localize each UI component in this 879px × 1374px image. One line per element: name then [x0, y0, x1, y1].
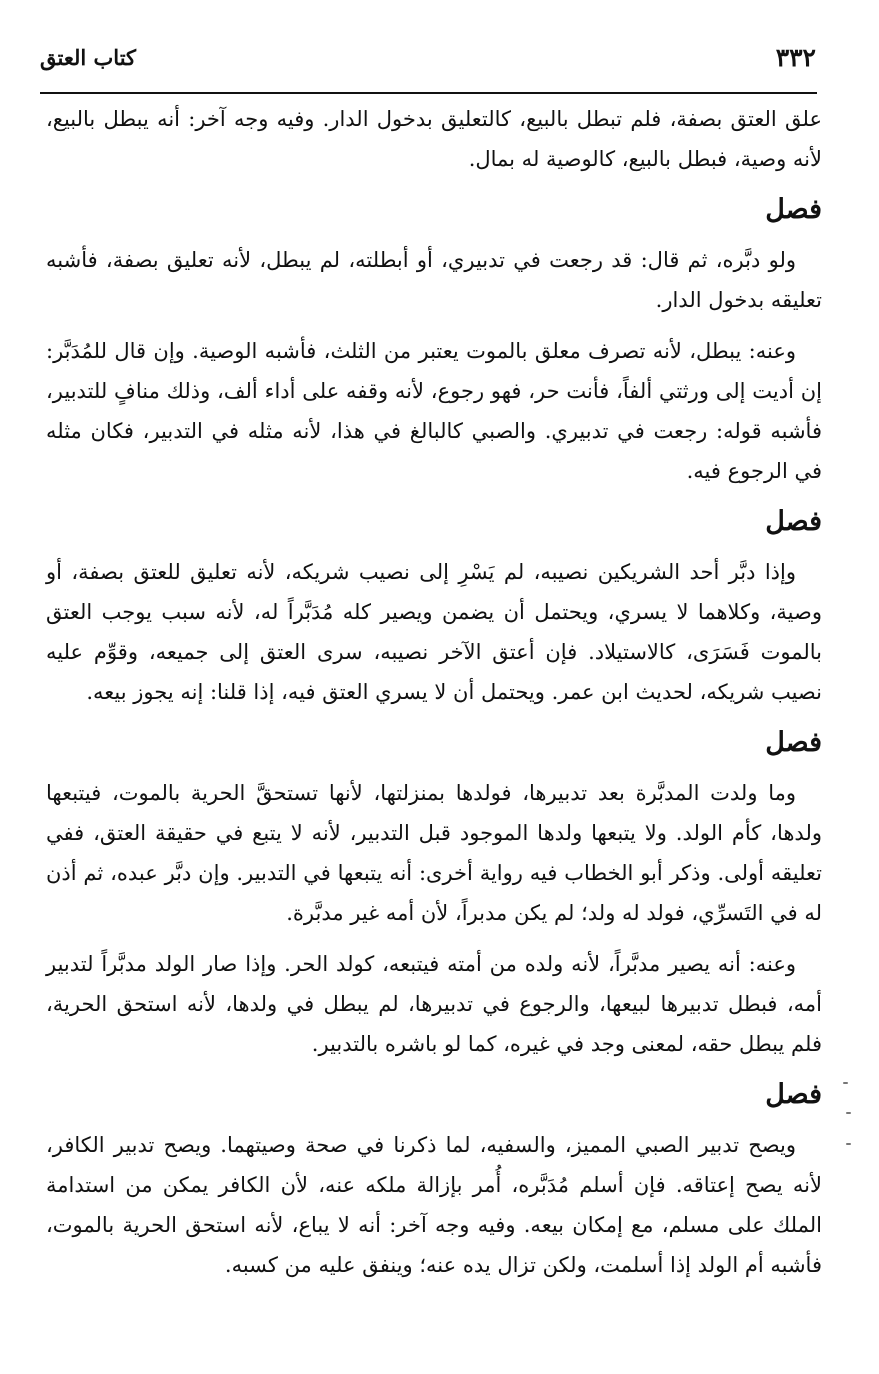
paragraph: ويصح تدبير الصبي المميز، والسفيه، لما ذكرنا في صحة وصيتهما. ويصح تدبير الكافر، لأنه يصح إعتاقه. فإن أسلم مُدَبَّره، أُمر بإزالة ملكه عنه، لأن الكافر يمكن من استدامة الملك على مسلم، مع إمكان بيعه. وفيه وجه آخر: أنه لا يباع، لأنه استحق الحرية بالموت، فأشبه أم الولد إذا أسلمت، ولكن تزال يده عنه؛ وينفق عليه من كسبه.	[46, 1133, 822, 1277]
page-number: ٣٣٢	[775, 42, 816, 72]
page-body	[46, 99, 822, 1285]
paragraph: وإذا دبَّر أحد الشريكين نصيبه، لم يَسْرِ إلى نصيب شريكه، لأنه تعليق للعتق بصفة، أو وصية، وكلاهما لا يسري، ويحتمل أن يضمن ويصير كله مُدَبَّراً له، لأنه سبب يوجب العتق بالموت فَسَرَى، كالاستيلاد. فإن أعتق الآخر نصيبه، سرى العتق إلى جميعه، وقوِّم عليه نصيب شريكه، لحديث ابن عمر. ويحتمل أن لا يسري العتق فيه، إذا قلنا: إنه يجوز بيعه.	[46, 560, 822, 704]
paragraph: وعنه: يبطل، لأنه تصرف معلق بالموت يعتبر من الثلث، فأشبه الوصية. وإن قال للمُدَبَّر: إن أديت إلى ورثتي ألفاً، فأنت حر، فهو رجوع، لأنه وقفه على أداء ألف، وذلك منافٍ للتدبير، فأشبه قوله: رجعت في تدبيري. والصبي كالبالغ في هذا، لأنه مثله في التدبير، فكان مثله في الرجوع فيه.	[46, 339, 822, 483]
paragraph: ولو دبَّره، ثم قال: قد رجعت في تدبيري، أو أبطلته، لم يبطل، لأنه تعليق بصفة، فأشبه تعليقه بدخول الدار.	[46, 248, 822, 312]
running-title: كتاب العتق	[40, 44, 137, 70]
page-header	[40, 28, 816, 86]
section-heading: فصل	[765, 1079, 822, 1110]
section-heading: فصل	[765, 727, 822, 758]
scan-speck	[846, 1143, 851, 1145]
scan-speck	[846, 1112, 851, 1114]
section-heading: فصل	[765, 506, 822, 537]
paragraph: وما ولدت المدبَّرة بعد تدبيرها، فولدها بمنزلتها، لأنها تستحقَّ الحرية بالموت، فيتبعها ولدها، كأم الولد. ولا يتبعها ولدها الموجود قبل التدبير، لأنه لا يتبع في حقيقة العتق، ففي تعليقه أولى. وذكر أبو الخطاب فيه رواية أخرى: أنه يتبعها في التدبير. وإن دبَّر عبده، ثم أذن له في التَسرِّي، فولد له ولد؛ لم يكن مدبراً، لأن أمه غير مدبَّرة.	[46, 781, 822, 925]
header-rule	[40, 92, 817, 94]
section-heading: فصل	[765, 194, 822, 225]
paragraph: وعنه: أنه يصير مدبَّراً، لأنه ولده من أمته فيتبعه، كولد الحر. وإذا صار الولد مدبَّراً لتدبير أمه، فبطل تدبيرها لبيعها، والرجوع في تدبيرها، لم يبطل في ولدها، لأنه استحق الحرية، فلم يبطل حقه، لمعنى وجد في غيره، كما لو باشره بالتدبير.	[46, 952, 822, 1056]
paragraph: علق العتق بصفة، فلم تبطل بالبيع، كالتعليق بدخول الدار. وفيه وجه آخر: أنه يبطل بالبيع، لأنه وصية، فبطل بالبيع، كالوصية له بمال.	[46, 107, 822, 171]
scan-speck	[843, 1082, 848, 1084]
